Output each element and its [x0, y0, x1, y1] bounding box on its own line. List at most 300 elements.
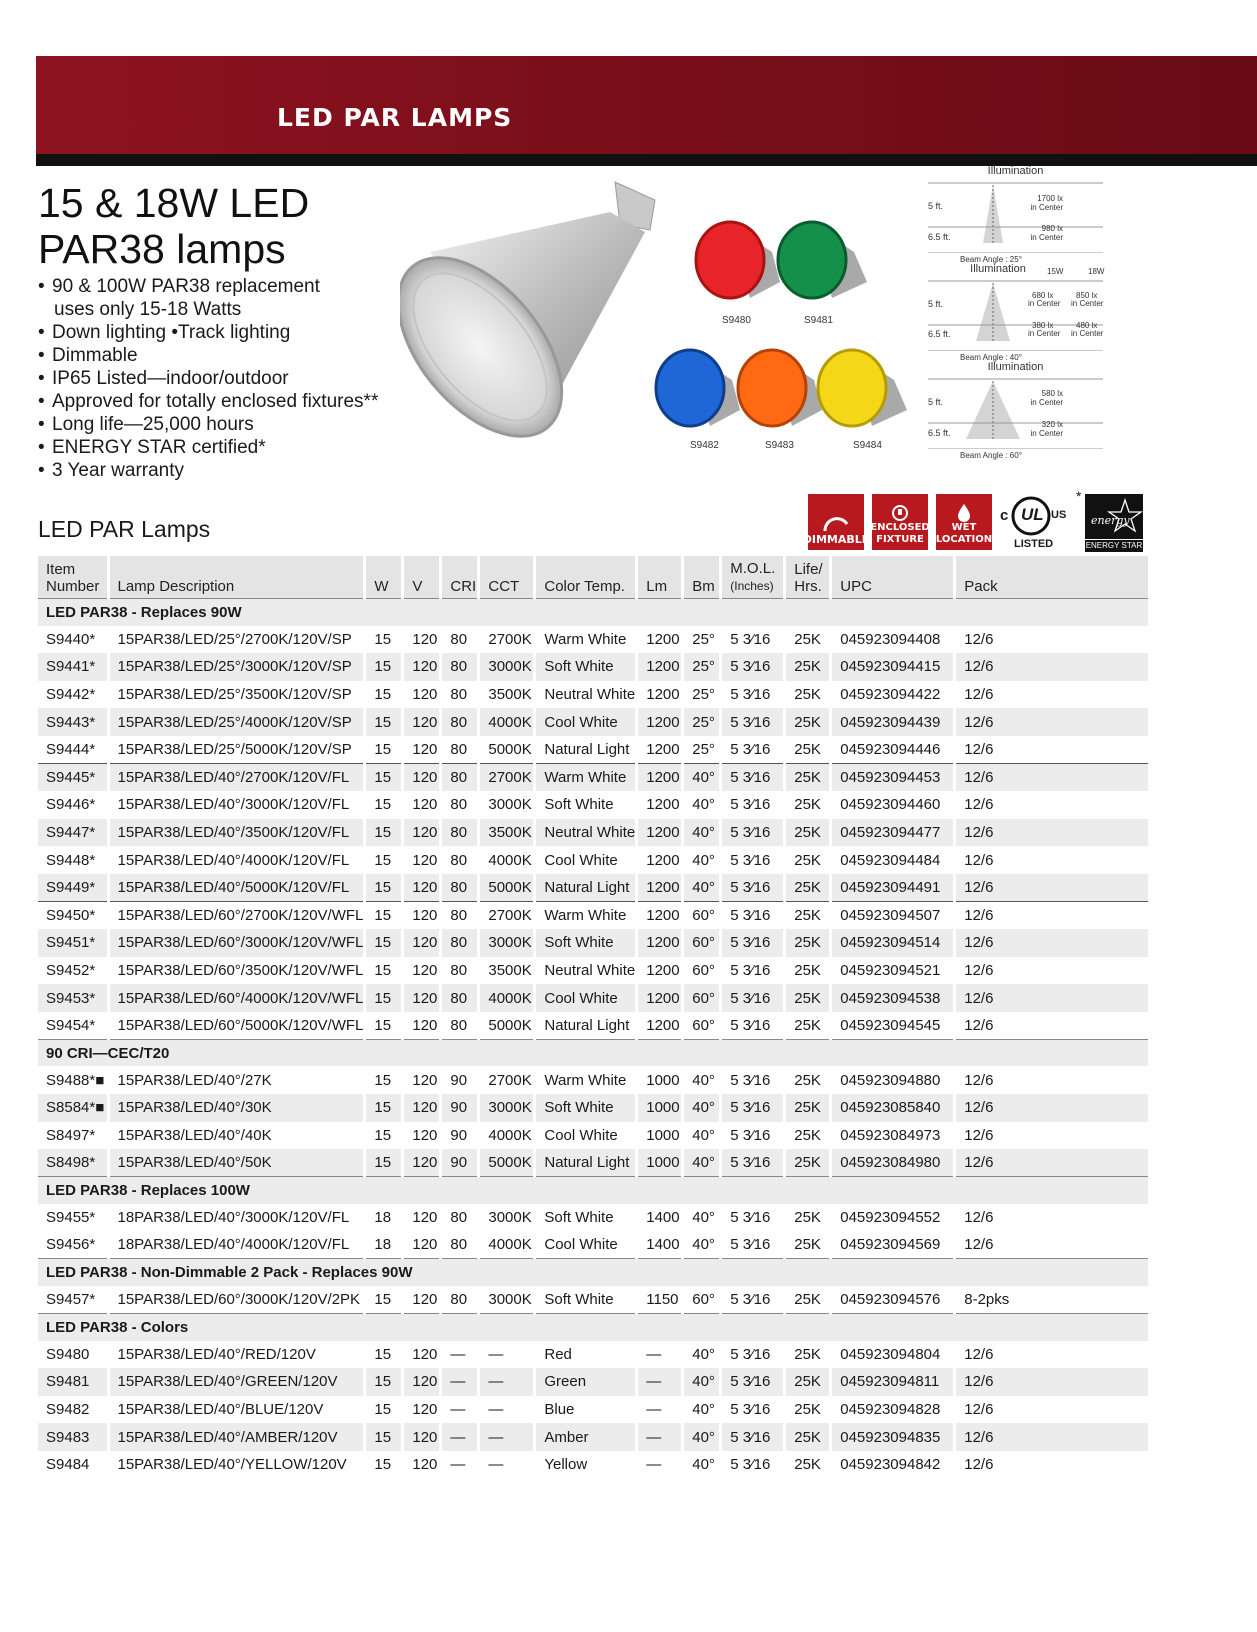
table-row [38, 1396, 1148, 1424]
table-group-header [38, 1314, 1148, 1341]
cell-item-number: S9455* [46, 1209, 96, 1227]
cell-item-number: S9456* [38, 1231, 108, 1259]
table-row [38, 1231, 1148, 1259]
cell-life: 25K [785, 1094, 831, 1122]
cell-color-temp: Neutral White [535, 957, 637, 985]
cell-watts: 15 [365, 846, 403, 874]
cell-lamp-description: 15PAR38/LED/40°/40K [108, 1122, 365, 1150]
cell-mol: 5 3⁄16 [721, 874, 785, 902]
cell-lamp-description: 15PAR38/LED/40°/3500K/120V/FL [108, 819, 365, 847]
cell-life: 25K [785, 1012, 831, 1040]
par38-lamp-image [400, 172, 670, 442]
cell-volts: 120 [403, 901, 441, 929]
cell-lamp-description: 18PAR38/LED/40°/3000K/120V/FL [108, 1204, 365, 1232]
lamp-label: S9484 [853, 440, 882, 451]
cell-life: 25K [785, 1423, 831, 1451]
cell-volts: 120 [403, 874, 441, 902]
cell-lumens: 1200 [637, 653, 683, 681]
cell-beam: 40° [683, 1451, 721, 1479]
cell-beam: 40° [683, 1094, 721, 1122]
cell-life: 25K [785, 1149, 831, 1177]
cell-item-number: S9482 [38, 1396, 108, 1424]
cell-cri: 90 [441, 1122, 479, 1150]
cell-watts: 15 [365, 1368, 403, 1396]
cell-lumens: 1200 [637, 681, 683, 709]
list-item: uses only 15-18 Watts [54, 299, 242, 320]
cell-pack: 12/6 [955, 984, 1148, 1012]
cell-item-number: S9457* [38, 1286, 108, 1314]
list-item: • Down lighting •Track lighting [38, 322, 291, 343]
table-row [38, 1368, 1148, 1396]
cell-watts: 15 [365, 736, 403, 764]
cell-lumens: 1200 [637, 791, 683, 819]
cell-lamp-description: 15PAR38/LED/25°/5000K/120V/SP [108, 736, 365, 764]
cell-beam: 60° [683, 1012, 721, 1040]
cell-cri: 90 [441, 1149, 479, 1177]
cell-volts: 120 [403, 1341, 441, 1369]
cell-lamp-description: 15PAR38/LED/25°/2700K/120V/SP [108, 626, 365, 654]
cell-cct: 2700K [479, 763, 535, 791]
table-row [38, 1149, 1148, 1177]
cell-watts: 15 [365, 763, 403, 791]
cell-mol: 5 3⁄16 [721, 846, 785, 874]
cell-watts: 15 [365, 901, 403, 929]
cell-color-temp: Soft White [535, 791, 637, 819]
cell-lamp-description: 15PAR38/LED/60°/5000K/120V/WFL [108, 1012, 365, 1040]
cell-watts: 15 [365, 653, 403, 681]
cell-pack: 12/6 [955, 929, 1148, 957]
cell-item-number: S9452* [38, 957, 108, 985]
cell-cct: 3500K [479, 819, 535, 847]
ul-listed-badge: c UL US LISTED [1000, 494, 1062, 552]
cell-cri: 80 [441, 819, 479, 847]
cell-cct: — [479, 1451, 535, 1479]
dimmable-icon [821, 514, 851, 534]
cell-watts: 18 [365, 1204, 403, 1232]
cell-item-number: S9442* [38, 681, 108, 709]
cell-cct: 3000K [479, 1094, 535, 1122]
cell-color-temp: Natural Light [535, 874, 637, 902]
col-watts: W [365, 556, 403, 599]
cell-lumens: 1000 [637, 1066, 683, 1094]
cell-lamp-description: 15PAR38/LED/40°/5000K/120V/FL [108, 874, 365, 902]
wet-location-badge: WET LOCATION [936, 494, 992, 550]
yellow-lamp-image [812, 340, 912, 436]
cell-life: 25K [785, 653, 831, 681]
cell-cct: 5000K [479, 1149, 535, 1177]
cell-volts: 120 [403, 1451, 441, 1479]
cell-mol: 5 3⁄16 [721, 957, 785, 985]
table-row [38, 681, 1148, 709]
cell-lamp-description: 15PAR38/LED/60°/4000K/120V/WFL [108, 984, 365, 1012]
cell-watts: 15 [365, 874, 403, 902]
cell-lamp-description: 15PAR38/LED/40°/GREEN/120V [108, 1368, 365, 1396]
cell-volts: 120 [403, 957, 441, 985]
cell-lamp-description: 15PAR38/LED/40°/YELLOW/120V [108, 1451, 365, 1479]
cell-color-temp: Soft White [535, 929, 637, 957]
cell-pack: 12/6 [955, 1012, 1148, 1040]
table-row [38, 957, 1148, 985]
banner-title: LED PAR LAMPS [277, 103, 513, 132]
cell-volts: 120 [403, 984, 441, 1012]
feature-list [38, 275, 378, 482]
cell-watts: 15 [365, 1451, 403, 1479]
illumination-diagram-40: Illumination 15W 18W 5 ft. 680 lx in Center 850 lx in Center 6.5 ft. 380 lx in Center 480 lx in Center Beam Angle : 40° [928, 263, 1105, 362]
cell-lumens: 1200 [637, 819, 683, 847]
cell-cri: 90 [441, 1066, 479, 1094]
table-row [38, 708, 1148, 736]
col-cri: CRI [441, 556, 479, 599]
cell-color-temp: Neutral White [535, 681, 637, 709]
cell-item-number: S9444* [38, 736, 108, 764]
cell-volts: 120 [403, 791, 441, 819]
cell-color-temp: Red [535, 1341, 637, 1369]
cell-mol: 5 3⁄16 [721, 929, 785, 957]
cell-pack: 12/6 [955, 1066, 1148, 1094]
cell-beam: 25° [683, 653, 721, 681]
cell-lamp-description: 15PAR38/LED/25°/3500K/120V/SP [108, 681, 365, 709]
cell-cct: 4000K [479, 708, 535, 736]
cell-life: 25K [785, 626, 831, 654]
cell-volts: 120 [403, 1066, 441, 1094]
table-row [38, 736, 1148, 764]
cell-cct: 2700K [479, 901, 535, 929]
lamp-label: S9480 [722, 315, 751, 326]
cell-color-temp: Soft White [535, 1204, 637, 1232]
table-row [38, 1286, 1148, 1314]
cell-item-number: S9446* [38, 791, 108, 819]
cell-lamp-description: 15PAR38/LED/40°/4000K/120V/FL [108, 846, 365, 874]
cell-mol: 5 3⁄16 [721, 984, 785, 1012]
cell-upc: 045923094835 [831, 1423, 955, 1451]
cell-item-number: S9451* [38, 929, 108, 957]
col-lamp-description: Lamp Description [108, 556, 365, 599]
cell-pack: 12/6 [955, 1341, 1148, 1369]
cell-color-temp: Cool White [535, 708, 637, 736]
cell-lumens: 1000 [637, 1122, 683, 1150]
product-table [38, 556, 1148, 1479]
cell-pack: 12/6 [955, 1451, 1148, 1479]
cell-cct: 4000K [479, 1231, 535, 1259]
group-title: 90 CRI—CEC/T20 [38, 1039, 1148, 1066]
cell-color-temp: Yellow [535, 1451, 637, 1479]
cell-mol: 5 3⁄16 [721, 626, 785, 654]
cell-color-temp: Soft White [535, 1286, 637, 1314]
cell-pack: 12/6 [955, 957, 1148, 985]
cell-cct: 3000K [479, 929, 535, 957]
cell-watts: 15 [365, 1423, 403, 1451]
cell-cri: — [441, 1396, 479, 1424]
cell-volts: 120 [403, 1204, 441, 1232]
cell-volts: 120 [403, 626, 441, 654]
table-row [38, 901, 1148, 929]
cell-lumens: 1200 [637, 929, 683, 957]
col-item-number: Item Number [38, 556, 108, 599]
cell-upc: 045923094811 [831, 1368, 955, 1396]
cell-beam: 40° [683, 791, 721, 819]
cell-color-temp: Natural Light [535, 1012, 637, 1040]
cell-mol: 5 3⁄16 [721, 1396, 785, 1424]
cell-life: 25K [785, 984, 831, 1012]
cell-life: 25K [785, 708, 831, 736]
cell-watts: 15 [365, 957, 403, 985]
cell-beam: 40° [683, 1341, 721, 1369]
cell-life: 25K [785, 1204, 831, 1232]
cell-lumens: 1200 [637, 708, 683, 736]
beam-cone-icon [928, 377, 1103, 449]
cell-watts: 15 [365, 791, 403, 819]
table-row [38, 1012, 1148, 1040]
cell-cct: 3500K [479, 957, 535, 985]
cell-volts: 120 [403, 708, 441, 736]
cell-watts: 15 [365, 708, 403, 736]
cell-beam: 60° [683, 901, 721, 929]
cell-item-number: S9483 [38, 1423, 108, 1451]
cell-watts: 15 [365, 626, 403, 654]
cell-life: 25K [785, 901, 831, 929]
cell-life: 25K [785, 846, 831, 874]
cell-upc: 045923094507 [831, 901, 955, 929]
cell-beam: 60° [683, 957, 721, 985]
table-row [38, 1451, 1148, 1479]
cell-upc: 045923084973 [831, 1122, 955, 1150]
cell-cri: 80 [441, 763, 479, 791]
cell-mol: 5 3⁄16 [721, 1094, 785, 1122]
cell-lumens: 1200 [637, 901, 683, 929]
list-item: • Dimmable [38, 345, 138, 366]
cell-life: 25K [785, 681, 831, 709]
cell-pack: 12/6 [955, 1368, 1148, 1396]
cell-lamp-description: 15PAR38/LED/40°/50K [108, 1149, 365, 1177]
cell-mol: 5 3⁄16 [721, 1066, 785, 1094]
energy-star-badge: energy ENERGY STAR [1085, 494, 1143, 552]
cell-mol: 5 3⁄16 [721, 791, 785, 819]
cell-upc: 045923094552 [831, 1204, 955, 1232]
cell-volts: 120 [403, 1094, 441, 1122]
cell-cct: 3000K [479, 1286, 535, 1314]
cell-cct: 4000K [479, 984, 535, 1012]
cell-lumens: 1150 [637, 1286, 683, 1314]
table-row [38, 1423, 1148, 1451]
cell-color-temp: Natural Light [535, 1149, 637, 1177]
cell-beam: 40° [683, 846, 721, 874]
table-row [38, 846, 1148, 874]
cell-upc: 045923094569 [831, 1231, 955, 1259]
cell-upc: 045923094477 [831, 819, 955, 847]
cell-color-temp: Cool White [535, 1231, 637, 1259]
cell-color-temp: Natural Light [535, 736, 637, 764]
table-header-row [38, 556, 1148, 599]
cell-item-number: S9453* [38, 984, 108, 1012]
cell-color-temp: Amber [535, 1423, 637, 1451]
cell-volts: 120 [403, 653, 441, 681]
cell-cri: — [441, 1423, 479, 1451]
cell-cct: — [479, 1423, 535, 1451]
cell-mol: 5 3⁄16 [721, 1231, 785, 1259]
page-title [38, 180, 309, 272]
cell-mol: 5 3⁄16 [721, 1149, 785, 1177]
cell-cct: 3000K [479, 1204, 535, 1232]
cell-lumens: 1200 [637, 874, 683, 902]
cell-upc: 045923094804 [831, 1341, 955, 1369]
cell-cri: 90 [441, 1094, 479, 1122]
cell-color-temp: Green [535, 1368, 637, 1396]
cell-beam: 25° [683, 736, 721, 764]
cell-pack: 12/6 [955, 901, 1148, 929]
cell-volts: 120 [403, 1423, 441, 1451]
cell-lamp-description: 15PAR38/LED/40°/AMBER/120V [108, 1423, 365, 1451]
col-volts: V [403, 556, 441, 599]
cell-mol: 5 3⁄16 [721, 1286, 785, 1314]
cell-lamp-description: 15PAR38/LED/60°/3000K/120V/2PK [108, 1286, 365, 1314]
list-item: • IP65 Listed—indoor/outdoor [38, 368, 289, 389]
cell-item-number: S9448* [38, 846, 108, 874]
cell-mol: 5 3⁄16 [721, 1204, 785, 1232]
cell-watts: 15 [365, 1066, 403, 1094]
table-group-header [38, 1259, 1148, 1286]
cell-volts: 120 [403, 1396, 441, 1424]
cell-mol: 5 3⁄16 [721, 901, 785, 929]
cell-beam: 40° [683, 874, 721, 902]
cell-item-number: S9440* [38, 626, 108, 654]
cell-upc: 045923094453 [831, 763, 955, 791]
cell-mol: 5 3⁄16 [721, 1012, 785, 1040]
cell-item-number: S9443* [38, 708, 108, 736]
cell-lumens: 1200 [637, 984, 683, 1012]
cell-lumens: 1000 [637, 1149, 683, 1177]
cell-beam: 60° [683, 929, 721, 957]
cell-pack: 12/6 [955, 846, 1148, 874]
cell-volts: 120 [403, 929, 441, 957]
cell-color-temp: Cool White [535, 846, 637, 874]
cell-cct: 3500K [479, 681, 535, 709]
cell-lumens: 1400 [637, 1231, 683, 1259]
cell-life: 25K [785, 1451, 831, 1479]
cell-volts: 120 [403, 1286, 441, 1314]
cell-life: 25K [785, 874, 831, 902]
cell-upc: 045923085840 [831, 1094, 955, 1122]
cell-lamp-description: 15PAR38/LED/60°/3000K/120V/WFL [108, 929, 365, 957]
cell-life: 25K [785, 1122, 831, 1150]
cell-cct: 5000K [479, 1012, 535, 1040]
cell-mol: 5 3⁄16 [721, 1341, 785, 1369]
cell-color-temp: Warm White [535, 626, 637, 654]
cell-mol: 5 3⁄16 [721, 708, 785, 736]
cell-cct: — [479, 1396, 535, 1424]
cell-item-number: S9441* [38, 653, 108, 681]
cell-cct: 2700K [479, 626, 535, 654]
cell-item-number: S9480 [38, 1341, 108, 1369]
cell-beam: 25° [683, 708, 721, 736]
cell-life: 25K [785, 929, 831, 957]
cell-lamp-description: 15PAR38/LED/40°/2700K/120V/FL [108, 763, 365, 791]
cell-lumens: 1200 [637, 957, 683, 985]
group-title: LED PAR38 - Replaces 100W [38, 1177, 1148, 1204]
list-item: • Approved for totally enclosed fixtures** [38, 391, 379, 412]
cell-life: 25K [785, 1341, 831, 1369]
cell-pack: 12/6 [955, 819, 1148, 847]
cell-life: 25K [785, 819, 831, 847]
cell-lamp-description: 15PAR38/LED/60°/2700K/120V/WFL [108, 901, 365, 929]
table-row [38, 791, 1148, 819]
cell-cri: 80 [441, 791, 479, 819]
cell-lamp-description: 15PAR38/LED/40°/30K [108, 1094, 365, 1122]
cell-cri: 80 [441, 957, 479, 985]
cell-mol: 5 3⁄16 [721, 819, 785, 847]
cell-volts: 120 [403, 846, 441, 874]
cell-lumens: — [637, 1423, 683, 1451]
cell-watts: 15 [365, 1012, 403, 1040]
cell-life: 25K [785, 1396, 831, 1424]
water-drop-icon [955, 502, 973, 522]
cell-watts: 15 [365, 929, 403, 957]
cell-cct: 5000K [479, 874, 535, 902]
cell-lumens: 1200 [637, 763, 683, 791]
cell-volts: 120 [403, 1122, 441, 1150]
cell-color-temp: Cool White [535, 1122, 637, 1150]
cell-pack: 12/6 [955, 1231, 1148, 1259]
cell-watts: 15 [365, 1341, 403, 1369]
cell-beam: 40° [683, 1122, 721, 1150]
list-item: • ENERGY STAR certified* [38, 437, 266, 458]
cell-lumens: 1200 [637, 1012, 683, 1040]
cell-cri: 80 [441, 901, 479, 929]
cell-beam: 40° [683, 819, 721, 847]
cell-lumens: 1200 [637, 626, 683, 654]
cell-color-temp: Cool White [535, 984, 637, 1012]
cell-upc: 045923094439 [831, 708, 955, 736]
cell-upc: 045923094446 [831, 736, 955, 764]
table-row [38, 1066, 1148, 1094]
cell-volts: 120 [403, 681, 441, 709]
list-item: • Long life—25,000 hours [38, 414, 254, 435]
cell-upc: 045923094491 [831, 874, 955, 902]
cell-item-number: S9447* [38, 819, 108, 847]
cell-pack: 12/6 [955, 681, 1148, 709]
cell-watts: 15 [365, 681, 403, 709]
cell-watts: 15 [365, 1122, 403, 1150]
cell-cri: 80 [441, 653, 479, 681]
cell-lamp-description: 15PAR38/LED/25°/4000K/120V/SP [108, 708, 365, 736]
cell-lumens: — [637, 1368, 683, 1396]
header-banner [36, 56, 1257, 154]
table-row [38, 763, 1148, 791]
list-item: • 90 & 100W PAR38 replacement [38, 276, 320, 297]
cell-volts: 120 [403, 1149, 441, 1177]
cell-life: 25K [785, 1286, 831, 1314]
cell-cri: 80 [441, 626, 479, 654]
cell-cct: — [479, 1341, 535, 1369]
table-row [38, 874, 1148, 902]
cell-item-number: S9454* [38, 1012, 108, 1040]
cell-mol: 5 3⁄16 [721, 653, 785, 681]
cell-cct: 3000K [479, 653, 535, 681]
cell-pack: 12/6 [955, 1396, 1148, 1424]
cell-cri: — [441, 1368, 479, 1396]
cell-cri: 80 [441, 874, 479, 902]
cell-pack: 12/6 [955, 653, 1148, 681]
cell-watts: 15 [365, 1286, 403, 1314]
cell-cct: 2700K [479, 1066, 535, 1094]
cell-beam: 40° [683, 1368, 721, 1396]
energy-star-footnote: * [1076, 488, 1082, 504]
cell-life: 25K [785, 1231, 831, 1259]
cell-cri: 80 [441, 681, 479, 709]
table-row [38, 1341, 1148, 1369]
cell-color-temp: Warm White [535, 901, 637, 929]
enclosed-fixture-icon [889, 504, 911, 522]
cell-lamp-description: 18PAR38/LED/40°/4000K/120V/FL [108, 1231, 365, 1259]
